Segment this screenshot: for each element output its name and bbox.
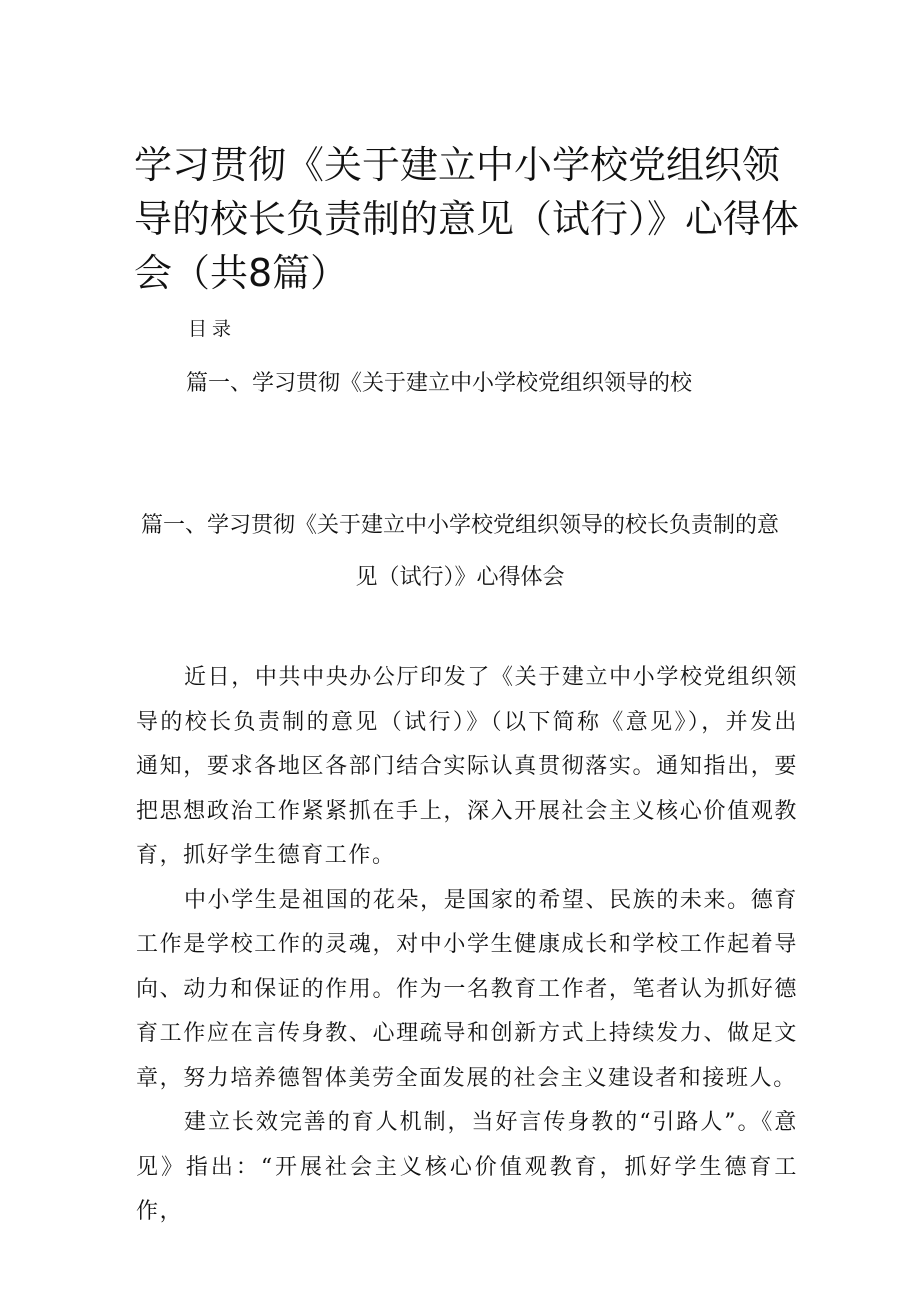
section-heading: 篇一、学习贯彻《关于建立中小学校党组织领导的校长负责制的意见（试行）》心得体会 (140, 513, 779, 590)
document-body (136, 656, 798, 1235)
toc-item[interactable]: 篇一、学习贯彻《关于建立中小学校党组织领导的校 (186, 371, 693, 396)
body-paragraph: 中小学生是祖国的花朵，是国家的希望、民族的未来。德育工作是学校工作的灵魂，对中小学生健康成长和学校工作起着导向、动力和保证的作用。作为一名教育工作者，笔者认为抓好德育工作应在言传身教、心理疏导和创新方式上持续发力、做足文章，努力培养德智体美劳全面发展的社会主义建设者和接班人。 (136, 887, 798, 1091)
toc-label: 目录 (188, 318, 237, 340)
body-paragraph: 建立长效完善的育人机制，当好言传身教的“引路人”。《意见》指出：“开展社会主义核心价值观教育，抓好学生德育工作， (136, 1110, 798, 1224)
document-title: 学习贯彻《关于建立中小学校党组织领导的校长负责制的意见（试行）》心得体会（共8篇） (134, 143, 800, 295)
body-paragraph: 近日，中共中央办公厅印发了《关于建立中小学校党组织领导的校长负责制的意见（试行）》（以下简称《意见》），并发出通知，要求各地区各部门结合实际认真贯彻落实。通知指出，要把思想政治工作紧紧抓在手上，深入开展社会主义核心价值观教育，抓好学生德育工作。 (136, 665, 798, 868)
